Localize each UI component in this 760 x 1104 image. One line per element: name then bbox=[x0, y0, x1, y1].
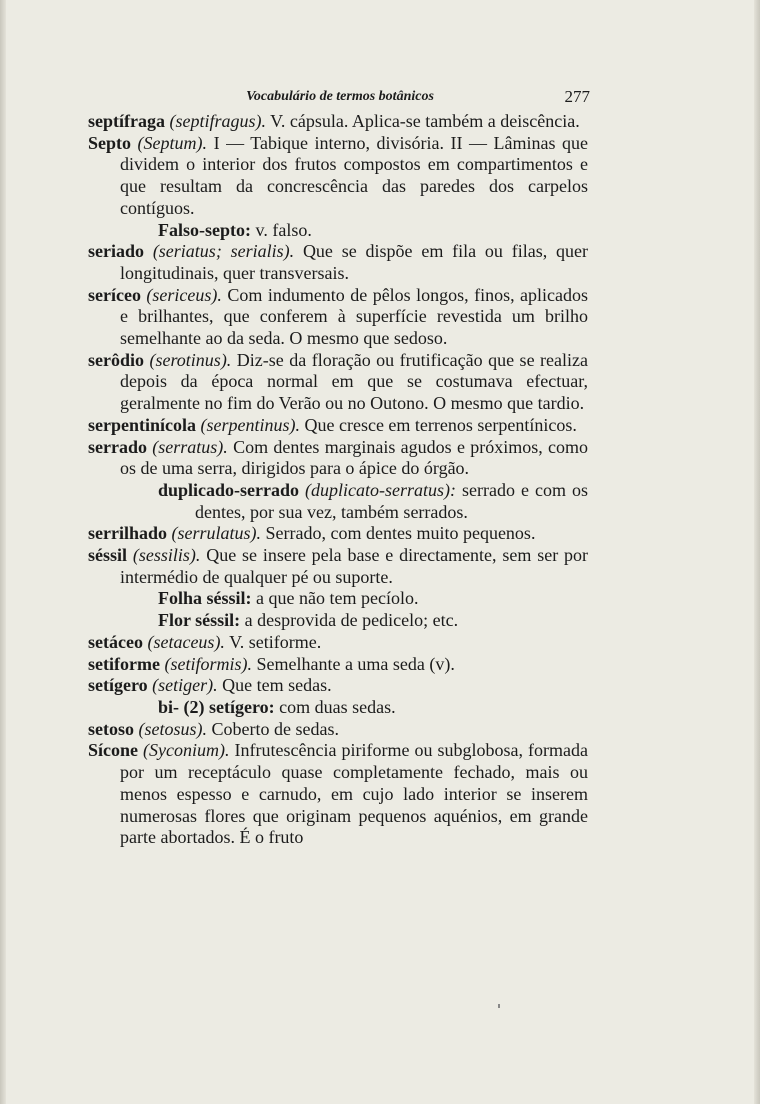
entry-definition: a que não tem pecíolo. bbox=[256, 588, 419, 609]
entry-term: Falso-septo: bbox=[158, 219, 251, 240]
entry-definition: a desprovida de pedicelo; etc. bbox=[244, 610, 459, 631]
entry-definition: Diz-se da floração ou frutificação que se realiza depois da época normal em que se costumava efectuar, geralmente no fim do Verão ou no Outono. O mesmo que tardio. bbox=[120, 349, 588, 414]
sub-entry bbox=[88, 220, 588, 242]
entry-term: setígero bbox=[88, 675, 148, 696]
page-header bbox=[88, 86, 592, 108]
entry-definition: Serrado, com dentes muito pequenos. bbox=[265, 523, 536, 544]
entry-term: setáceo bbox=[88, 631, 143, 652]
entry-term: setoso bbox=[88, 718, 134, 739]
entry-definition: Que tem sedas. bbox=[222, 675, 332, 696]
entry-definition: Semelhante a uma seda (v). bbox=[256, 653, 455, 674]
sub-entry bbox=[88, 610, 588, 632]
entry-definition: Com indumento de pêlos longos, finos, aplicados e brilhantes, que conferem à superfície revestida um brilho semelhante ao da seda. O mesmo que sedoso. bbox=[120, 284, 589, 349]
entry-latin-name: (serotinus). bbox=[149, 349, 232, 370]
entry-latin-name: (Septum). bbox=[137, 132, 208, 153]
entry-latin-name: (septifragus). bbox=[169, 111, 266, 131]
entry-latin-name: (setiformis). bbox=[164, 653, 252, 674]
entry-term: serpentinícola bbox=[88, 414, 196, 435]
paper-speck bbox=[498, 1004, 500, 1008]
entry-term: Septo bbox=[88, 132, 132, 153]
entry-latin-name: (seriatus; serialis). bbox=[152, 241, 295, 262]
entry-term: Folha séssil: bbox=[158, 588, 252, 609]
entry-term: serrilhado bbox=[88, 523, 167, 544]
glossary-entry bbox=[88, 654, 588, 676]
entry-latin-name: (sericeus). bbox=[146, 284, 222, 305]
entry-definition: V. cápsula. Aplica-se também a deiscência. bbox=[270, 111, 580, 131]
entry-term: serrado bbox=[88, 436, 147, 457]
page-left-edge bbox=[0, 0, 6, 1104]
entry-definition: serrado e com os dentes, por sua vez, também serrados. bbox=[195, 479, 589, 522]
entry-term: septífraga bbox=[88, 111, 165, 131]
entry-definition: Que se dispõe em fila ou filas, quer longitudinais, quer transversais. bbox=[120, 241, 589, 283]
sub-entry bbox=[88, 588, 588, 610]
entry-latin-name: (serpentinus). bbox=[200, 414, 300, 435]
glossary-entries bbox=[88, 111, 588, 849]
entry-latin-name: (serratus). bbox=[152, 436, 228, 457]
entry-term: setiforme bbox=[88, 653, 160, 674]
glossary-entry bbox=[88, 545, 588, 588]
entry-latin-name: (setaceus). bbox=[147, 631, 225, 652]
glossary-entry bbox=[88, 415, 588, 437]
sub-entry bbox=[88, 480, 588, 523]
glossary-entry bbox=[88, 133, 588, 220]
entry-latin-name: (duplicato-serratus): bbox=[305, 479, 457, 500]
entry-latin-name: (Syconium). bbox=[143, 740, 230, 761]
glossary-entry bbox=[88, 241, 588, 284]
running-title: Vocabulário de termos botânicos bbox=[246, 89, 434, 104]
glossary-entry bbox=[88, 740, 588, 849]
glossary-entry bbox=[88, 285, 588, 350]
entry-term: seríceo bbox=[88, 284, 141, 305]
page-right-edge bbox=[754, 0, 760, 1104]
entry-latin-name: (serrulatus). bbox=[171, 523, 261, 544]
entry-definition: Infrutescência piriforme ou subglobosa, formada por um receptáculo quase completamente fechado, mais ou menos espesso e carnudo, em cujo lado interior se inserem numerosas flores que originam pequenos aquénios, em grande parte abortados. É o fruto bbox=[120, 740, 589, 848]
entry-definition: com duas sedas. bbox=[279, 696, 396, 717]
glossary-entry bbox=[88, 111, 588, 133]
entry-latin-name: (setosus). bbox=[138, 718, 207, 739]
glossary-entry bbox=[88, 350, 588, 415]
glossary-entry bbox=[88, 437, 588, 480]
entry-term: duplicado-serrado bbox=[158, 479, 300, 500]
entry-definition: Que se insere pela base e directamente, sem ser por intermédio de qualquer pé ou suporte. bbox=[120, 545, 589, 587]
entry-definition: I — Tabique interno, divisória. II — Lâminas que dividem o interior dos frutos compostos em compartimentos e que resultam da concrescência das paredes dos carpelos contíguos. bbox=[120, 132, 589, 218]
entry-term: serôdio bbox=[88, 349, 144, 370]
sub-entry bbox=[88, 697, 588, 719]
entry-definition: Coberto de sedas. bbox=[211, 718, 339, 739]
glossary-entry bbox=[88, 632, 588, 654]
entry-definition: V. setiforme. bbox=[229, 631, 322, 652]
entry-latin-name: (setiger). bbox=[152, 675, 218, 696]
glossary-entry bbox=[88, 719, 588, 741]
entry-term: Flor séssil: bbox=[158, 610, 241, 631]
glossary-entry bbox=[88, 523, 588, 545]
page-number: 277 bbox=[564, 87, 590, 106]
entry-latin-name: (sessilis). bbox=[132, 545, 201, 566]
glossary-entry bbox=[88, 675, 588, 697]
entry-term: seriado bbox=[88, 241, 144, 262]
entry-term: séssil bbox=[88, 545, 128, 566]
entry-definition: Que cresce em terrenos serpentínicos. bbox=[304, 414, 577, 435]
entry-term: bi- (2) setígero: bbox=[158, 696, 275, 717]
entry-term: Sícone bbox=[88, 740, 139, 761]
entry-definition: Com dentes marginais agudos e próximos, como os de uma serra, dirigidos para o ápice do órgão. bbox=[120, 436, 589, 479]
entry-definition: v. falso. bbox=[255, 219, 312, 240]
